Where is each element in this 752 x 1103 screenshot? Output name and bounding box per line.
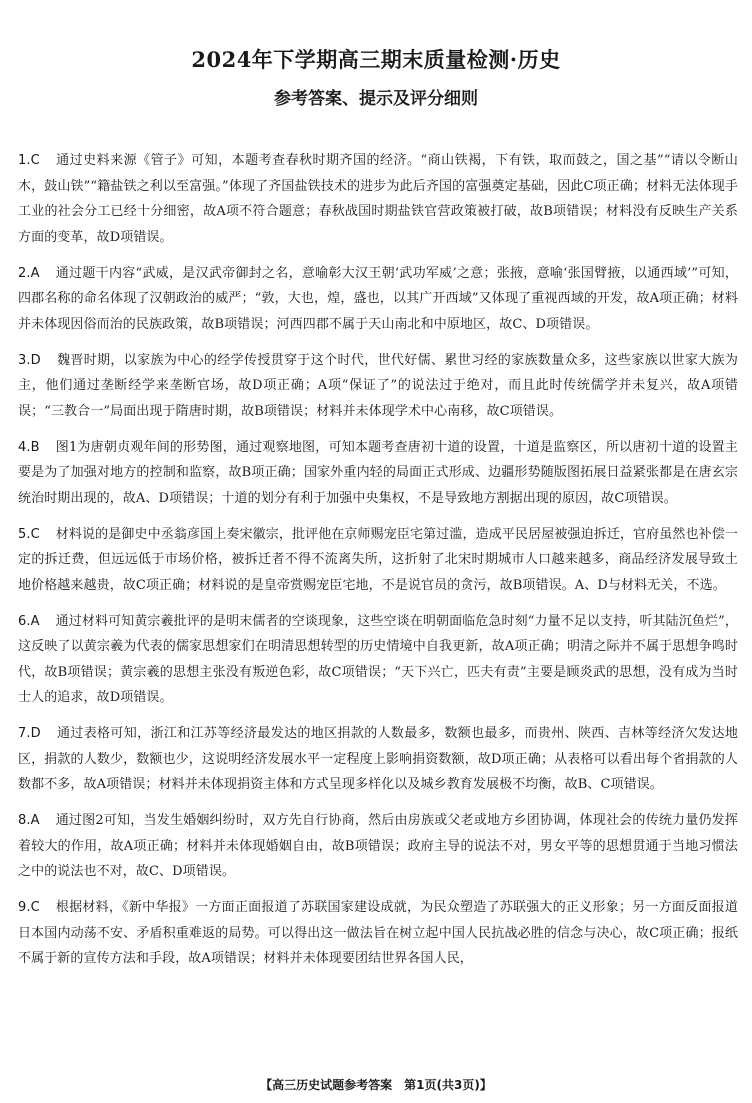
answer-item	[18, 435, 738, 512]
answer-number: 2.A	[18, 265, 40, 281]
answer-number: 6.A	[18, 613, 40, 629]
answer-number: 5.C	[18, 526, 40, 542]
answer-explanation: 图1为唐朝贞观年间的形势图，通过观察地图，可知本题考查唐初十道的设置，十道是监察区，所以唐初十道的设置主要是为了加强对地方的控制和监察，故B项正确；国家外重内轻的局面正式形成、边疆形势随版图拓展日益紧张都是在唐玄宗统治时期出现的，故A、D项错误；十道的划分有利于加强中央集权，不是导致地方割据出现的原因，故C项错误。	[18, 439, 738, 506]
answer-explanation: 通过史料来源《管子》可知，本题考查春秋时期齐国的经济。“商山铁褐，下有铁，取而鼓之，国之基”“请以令断山木，鼓山铁”“籍盐铁之利以至富强。”体现了齐国盐铁技术的进步为此后齐国的富强奠定基础，因此C项正确；材料无法体现手工业的社会分工已经十分细密，故A项不符合题意；春秋战国时期盐铁官营政策被打破，故B项错误；材料没有反映生产关系方面的变革，故D项错误。	[18, 153, 738, 245]
answer-item	[18, 522, 738, 599]
answer-item	[18, 148, 738, 250]
answer-list	[18, 148, 738, 982]
answer-number: 4.B	[18, 439, 40, 455]
answer-number: 9.C	[18, 900, 40, 915]
answer-number: 3.D	[18, 352, 41, 368]
answer-explanation: 通过题干内容“武威，是汉武帝御封之名，意喻彰大汉王朝‘武功军威’之意；张掖，意喻‘张国臂掖，以通西域’”可知，四郡名称的命名体现了汉朝政治的威严；“敦，大也，煌，盛也，以其广开西域”又体现了重视西域的开发，故A项正确；材料并未体现因俗而治的民族政策，故B项错误；河西四郡不属于天山南北和中原地区，故C、D项错误。	[18, 265, 738, 332]
page-subtitle: 参考答案、提示及评分细则	[274, 89, 478, 109]
answer-number: 8.A	[18, 813, 40, 828]
answer-number: 7.D	[18, 726, 41, 741]
answer-item	[18, 348, 738, 425]
page-footer: 【高三历史试题参考答案 第1页(共3页)】	[260, 1078, 492, 1092]
answer-item	[18, 895, 738, 972]
answer-explanation: 通过表格可知，浙江和江苏等经济最发达的地区捐款的人数最多，数额也最多，而贵州、陕西、吉林等经济欠发达地区，捐款的人数少，数额也少，这说明经济发展水平一定程度上影响捐资数额，故D项正确；从表格可以看出每个省捐款的人数都不多，故A项错误；材料并未体现捐资主体和方式呈现多样化以及城乡教育发展极不均衡，故B、C项错误。	[18, 726, 738, 792]
answer-item	[18, 721, 738, 798]
answer-explanation: 魏晋时期，以家族为中心的经学传授贯穿于这个时代，世代好儒、累世习经的家族数量众多，这些家族以世家大族为主，他们通过垄断经学来垄断官场，故D项正确；A项“保证了”的说法过于绝对，而且此时传统儒学并未复兴，故A项错误；“三教合一”局面出现于隋唐时期，故B项错误；材料并未体现学术中心南移，故C项错误。	[18, 352, 738, 419]
answer-explanation: 通过图2可知，当发生婚姻纠纷时，双方先自行协商，然后由房族或父老或地方乡团协调，体现社会的传统力量仍发挥着较大的作用，故A项正确；材料并未体现婚姻自由，故B项错误；政府主导的说法不对，男女平等的思想贯通于当地习惯法之中的说法也不对，故C、D项错误。	[18, 813, 738, 879]
answer-item	[18, 609, 738, 711]
answer-item	[18, 808, 738, 885]
answer-explanation: 通过材料可知黄宗羲批评的是明末儒者的空谈现象，这些空谈在明朝面临危急时刻“力量不足以支持，听其陆沉鱼烂”，这反映了以黄宗羲为代表的儒家思想家们在明清思想转型的历史情境中自我更新，故A项正确；明清之际并不属于思想争鸣时代，故B项错误；黄宗羲的思想主张没有叛逆色彩，故C项错误；“天下兴亡，匹夫有责”主要是顾炎武的思想，没有成为当时士人的追求，故D项错误。	[18, 613, 738, 705]
answer-explanation: 根据材料，《新中华报》一方面正面报道了苏联国家建设成就，为民众塑造了苏联强大的正义形象；另一方面反面报道日本国内动荡不安、矛盾积重难返的局势。可以得出这一做法旨在树立起中国人民抗战必胜的信念与决心，故C项正确；报纸不属于新的宣传方法和手段，故A项错误；材料并未体现要团结世界各国人民，	[18, 900, 738, 966]
answer-item	[18, 261, 738, 338]
answer-explanation: 材料说的是御史中丞翁彦国上奏宋徽宗，批评他在京师赐宠臣宅第过滥，造成平民居屋被强迫拆迁，官府虽然也补偿一定的拆迁费，但远远低于市场价格，被拆迁者不得不流离失所，这折射了北宋时期城市人口越来越多，商品经济发展导致土地价格越来越贵，故C项正确；材料说的是皇帝赏赐宠臣宅地，不是说官员的贪污，故B项错误。A、D与材料无关，不选。	[18, 526, 738, 593]
page-title: 2024年下学期高三期末质量检测·历史	[191, 47, 561, 72]
answer-number: 1.C	[18, 153, 40, 168]
